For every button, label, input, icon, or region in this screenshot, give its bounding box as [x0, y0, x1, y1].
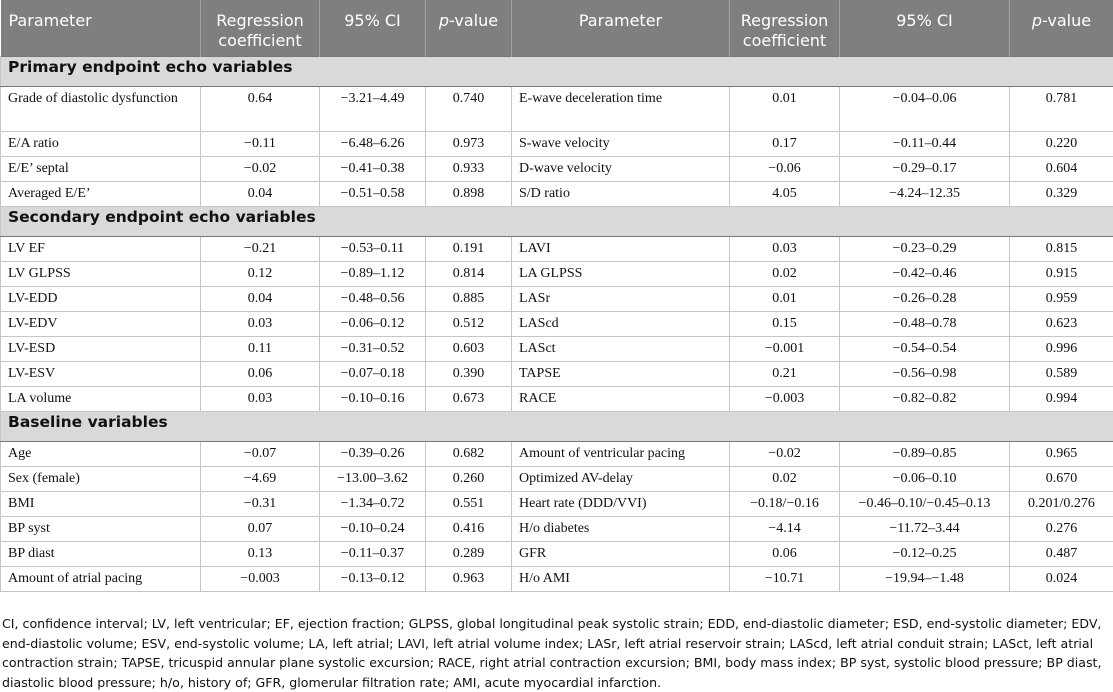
cell-param-left: LA volume: [1, 386, 201, 411]
table-footnote: CI, confidence interval; LV, left ventricular; EF, ejection fraction; GLPSS, global longitudinal peak systolic strain; EDD, end-diastolic diameter; ESD, end-systolic diameter; EDV, end-diastolic volume; ESV, end-systolic volume; LA, left atrial; LAVI, left atrial volume index; LASr, left atrial reservoir strain; LAScd, left atrial conduit strain; LASct, left atrial contraction strain; TAPSE, tricuspid annular plane systolic excursion; RACE, right atrial contraction excursion; BMI, body mass index; BP syst, systolic blood pressure; BP diast, diastolic blood pressure; h/o, history of; GFR, glomerular filtration rate; AMI, acute myocardial infarction.: [0, 612, 1110, 692]
cell-p-left: 0.885: [426, 286, 512, 311]
cell-ci-left: −0.10–0.24: [320, 516, 426, 541]
cell-ci-right: −0.89–0.85: [840, 441, 1010, 466]
cell-coef-right: 0.15: [730, 311, 840, 336]
cell-ci-left: −0.89–1.12: [320, 261, 426, 286]
cell-p-left: 0.191: [426, 236, 512, 261]
cell-param-right: H/o AMI: [512, 566, 730, 591]
table-row: [1, 566, 1113, 591]
cell-p-left: 0.933: [426, 156, 512, 181]
section-row: [1, 56, 1113, 86]
cell-param-right: S/D ratio: [512, 181, 730, 206]
table-row: [1, 261, 1113, 286]
section-row: [1, 411, 1113, 441]
cell-coef-right: 0.21: [730, 361, 840, 386]
cell-param-right: H/o diabetes: [512, 516, 730, 541]
cell-p-right: 0.996: [1010, 336, 1113, 361]
cell-ci-right: −0.42–0.46: [840, 261, 1010, 286]
section-title: Primary endpoint echo variables: [1, 56, 1113, 86]
cell-coef-right: −10.71: [730, 566, 840, 591]
cell-p-left: 0.416: [426, 516, 512, 541]
cell-ci-right: −0.56–0.98: [840, 361, 1010, 386]
cell-p-left: 0.740: [426, 86, 512, 131]
cell-coef-right: 0.06: [730, 541, 840, 566]
table-row: [1, 311, 1113, 336]
cell-p-right: 0.915: [1010, 261, 1113, 286]
table-row: [1, 86, 1113, 131]
cell-p-right: 0.815: [1010, 236, 1113, 261]
cell-coef-left: 0.12: [201, 261, 320, 286]
cell-ci-right: −19.94–−1.48: [840, 566, 1010, 591]
section-row: [1, 206, 1113, 236]
section-title: Secondary endpoint echo variables: [1, 206, 1113, 236]
cell-coef-left: 0.64: [201, 86, 320, 131]
table-row: [1, 361, 1113, 386]
cell-coef-left: −0.003: [201, 566, 320, 591]
cell-coef-right: 4.05: [730, 181, 840, 206]
cell-ci-right: −0.23–0.29: [840, 236, 1010, 261]
cell-coef-left: −0.31: [201, 491, 320, 516]
cell-p-right: 0.201/0.276: [1010, 491, 1113, 516]
cell-coef-right: 0.01: [730, 86, 840, 131]
table-row: [1, 181, 1113, 206]
cell-p-right: 0.276: [1010, 516, 1113, 541]
cell-param-right: LAVI: [512, 236, 730, 261]
cell-coef-left: −0.07: [201, 441, 320, 466]
cell-param-left: BP syst: [1, 516, 201, 541]
cell-ci-left: −0.39–0.26: [320, 441, 426, 466]
table-row: [1, 286, 1113, 311]
cell-param-left: Sex (female): [1, 466, 201, 491]
table-row: [1, 441, 1113, 466]
cell-coef-left: 0.06: [201, 361, 320, 386]
cell-param-left: LV GLPSS: [1, 261, 201, 286]
cell-ci-right: −4.24–12.35: [840, 181, 1010, 206]
cell-coef-right: 0.02: [730, 466, 840, 491]
cell-param-left: Grade of diastolic dysfunction: [1, 86, 201, 131]
cell-p-left: 0.551: [426, 491, 512, 516]
cell-ci-right: −0.48–0.78: [840, 311, 1010, 336]
cell-param-left: LV-EDV: [1, 311, 201, 336]
header-row: [1, 0, 1113, 56]
table-row: [1, 156, 1113, 181]
cell-param-left: LV-EDD: [1, 286, 201, 311]
cell-coef-right: −0.18/−0.16: [730, 491, 840, 516]
cell-p-left: 0.963: [426, 566, 512, 591]
table-row: [1, 466, 1113, 491]
cell-coef-right: 0.03: [730, 236, 840, 261]
cell-ci-left: −0.07–0.18: [320, 361, 426, 386]
cell-ci-left: −0.10–0.16: [320, 386, 426, 411]
cell-param-left: Age: [1, 441, 201, 466]
cell-coef-left: −0.02: [201, 156, 320, 181]
cell-param-right: TAPSE: [512, 361, 730, 386]
table-row: [1, 516, 1113, 541]
header-pvalue-left: p-value: [426, 0, 512, 56]
cell-param-right: LASr: [512, 286, 730, 311]
table-row: [1, 491, 1113, 516]
cell-ci-left: −0.13–0.12: [320, 566, 426, 591]
cell-param-right: GFR: [512, 541, 730, 566]
header-regression-left: Regression coefficient: [201, 0, 320, 56]
cell-p-right: 0.781: [1010, 86, 1113, 131]
cell-coef-left: −0.21: [201, 236, 320, 261]
cell-p-left: 0.682: [426, 441, 512, 466]
cell-ci-right: −0.11–0.44: [840, 131, 1010, 156]
header-ci-right: 95% CI: [840, 0, 1010, 56]
cell-param-right: Heart rate (DDD/VVI): [512, 491, 730, 516]
header-regression-right: Regression coefficient: [730, 0, 840, 56]
table-row: [1, 336, 1113, 361]
cell-ci-left: −0.06–0.12: [320, 311, 426, 336]
cell-param-right: S-wave velocity: [512, 131, 730, 156]
cell-p-left: 0.673: [426, 386, 512, 411]
cell-ci-left: −0.53–0.11: [320, 236, 426, 261]
cell-coef-left: 0.07: [201, 516, 320, 541]
cell-p-left: 0.814: [426, 261, 512, 286]
cell-coef-right: −0.001: [730, 336, 840, 361]
cell-coef-left: 0.04: [201, 286, 320, 311]
header-parameter-right: Parameter: [512, 0, 730, 56]
cell-p-left: 0.603: [426, 336, 512, 361]
cell-param-left: Amount of atrial pacing: [1, 566, 201, 591]
cell-ci-left: −3.21–4.49: [320, 86, 426, 131]
cell-coef-right: 0.02: [730, 261, 840, 286]
cell-param-left: BMI: [1, 491, 201, 516]
cell-p-right: 0.487: [1010, 541, 1113, 566]
cell-ci-left: −6.48–6.26: [320, 131, 426, 156]
cell-p-right: 0.623: [1010, 311, 1113, 336]
cell-param-left: E/A ratio: [1, 131, 201, 156]
cell-param-left: LV-ESD: [1, 336, 201, 361]
table-row: [1, 131, 1113, 156]
cell-ci-left: −13.00–3.62: [320, 466, 426, 491]
header-pvalue-right: p-value: [1010, 0, 1113, 56]
cell-ci-right: −0.54–0.54: [840, 336, 1010, 361]
cell-ci-left: −0.48–0.56: [320, 286, 426, 311]
cell-coef-left: 0.03: [201, 311, 320, 336]
cell-ci-right: −0.46–0.10/−0.45–0.13: [840, 491, 1010, 516]
cell-ci-left: −1.34–0.72: [320, 491, 426, 516]
cell-coef-left: 0.04: [201, 181, 320, 206]
cell-coef-left: 0.03: [201, 386, 320, 411]
cell-param-right: Amount of ventricular pacing: [512, 441, 730, 466]
table-row: [1, 236, 1113, 261]
cell-p-right: 0.994: [1010, 386, 1113, 411]
cell-ci-right: −0.04–0.06: [840, 86, 1010, 131]
cell-p-right: 0.604: [1010, 156, 1113, 181]
cell-p-left: 0.289: [426, 541, 512, 566]
cell-p-left: 0.260: [426, 466, 512, 491]
cell-p-left: 0.898: [426, 181, 512, 206]
cell-p-right: 0.329: [1010, 181, 1113, 206]
cell-param-left: LV EF: [1, 236, 201, 261]
table-row: [1, 386, 1113, 411]
cell-coef-left: 0.13: [201, 541, 320, 566]
cell-ci-right: −0.06–0.10: [840, 466, 1010, 491]
cell-ci-left: −0.51–0.58: [320, 181, 426, 206]
cell-coef-right: −0.02: [730, 441, 840, 466]
cell-ci-left: −0.41–0.38: [320, 156, 426, 181]
cell-ci-right: −0.82–0.82: [840, 386, 1010, 411]
cell-param-right: LASct: [512, 336, 730, 361]
header-parameter-left: Parameter: [1, 0, 201, 56]
cell-coef-right: 0.01: [730, 286, 840, 311]
table-body: [1, 56, 1113, 591]
cell-coef-right: −4.14: [730, 516, 840, 541]
cell-ci-right: −11.72–3.44: [840, 516, 1010, 541]
header-ci-left: 95% CI: [320, 0, 426, 56]
cell-param-left: Averaged E/E’: [1, 181, 201, 206]
cell-coef-right: 0.17: [730, 131, 840, 156]
cell-coef-right: −0.003: [730, 386, 840, 411]
cell-ci-left: −0.31–0.52: [320, 336, 426, 361]
cell-coef-left: −4.69: [201, 466, 320, 491]
cell-p-right: 0.965: [1010, 441, 1113, 466]
table-row: [1, 541, 1113, 566]
cell-param-right: RACE: [512, 386, 730, 411]
cell-p-left: 0.512: [426, 311, 512, 336]
cell-param-right: Optimized AV-delay: [512, 466, 730, 491]
cell-p-right: 0.220: [1010, 131, 1113, 156]
cell-ci-right: −0.12–0.25: [840, 541, 1010, 566]
section-title: Baseline variables: [1, 411, 1113, 441]
cell-coef-left: 0.11: [201, 336, 320, 361]
cell-p-left: 0.390: [426, 361, 512, 386]
cell-ci-left: −0.11–0.37: [320, 541, 426, 566]
cell-p-left: 0.973: [426, 131, 512, 156]
cell-coef-right: −0.06: [730, 156, 840, 181]
cell-p-right: 0.670: [1010, 466, 1113, 491]
cell-p-right: 0.024: [1010, 566, 1113, 591]
cell-param-right: LA GLPSS: [512, 261, 730, 286]
cell-ci-right: −0.26–0.28: [840, 286, 1010, 311]
cell-param-left: E/E’ septal: [1, 156, 201, 181]
cell-p-right: 0.589: [1010, 361, 1113, 386]
cell-param-right: D-wave velocity: [512, 156, 730, 181]
cell-coef-left: −0.11: [201, 131, 320, 156]
cell-p-right: 0.959: [1010, 286, 1113, 311]
cell-param-right: LAScd: [512, 311, 730, 336]
cell-param-left: LV-ESV: [1, 361, 201, 386]
cell-param-right: E-wave deceleration time: [512, 86, 730, 131]
cell-ci-right: −0.29–0.17: [840, 156, 1010, 181]
cell-param-left: BP diast: [1, 541, 201, 566]
